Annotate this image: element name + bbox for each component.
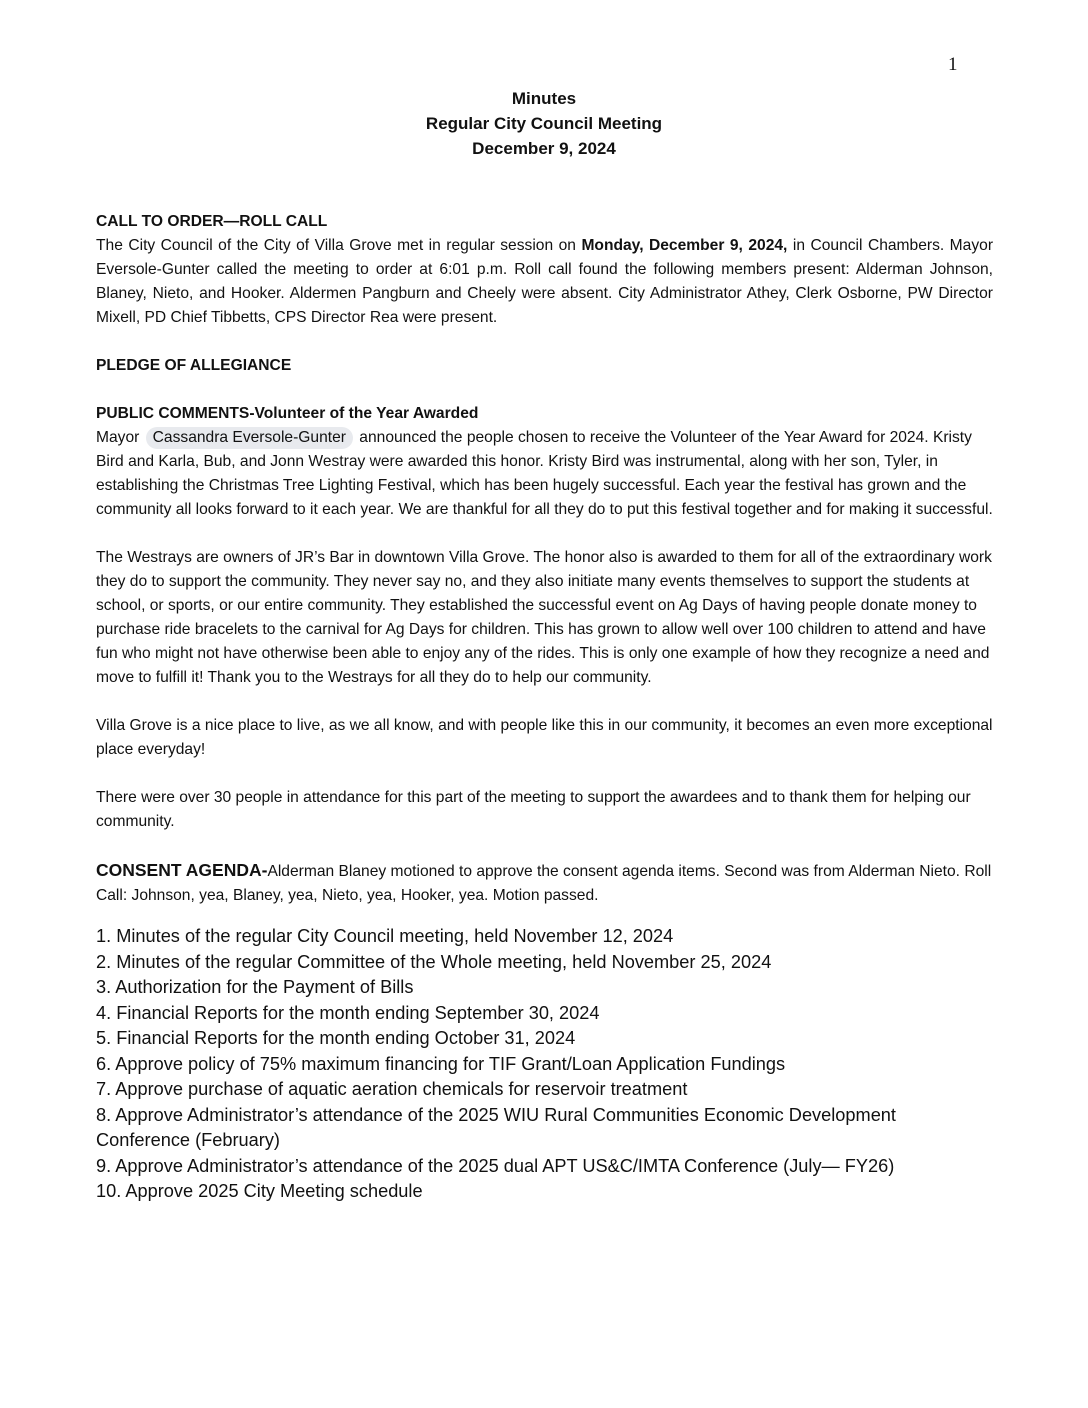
call-to-order-paragraph (96, 234, 993, 330)
call-to-order-date: Monday, December 9, 2024, (581, 237, 788, 254)
public-comments-paragraph-1 (96, 426, 993, 522)
section-consent-agenda (96, 858, 993, 1205)
public-comments-paragraph-4: There were over 30 people in attendance for this part of the meeting to support the awardees and to thank them for helping our community. (96, 789, 971, 830)
call-to-order-text-after: in Council Chambers. Mayor Eversole-Gunter called the meeting to order at 6:01 p.m. Roll call found the following members present: Alderman Johnson, Blaney, Nieto, and Hooker. Aldermen Pangburn and Cheely were absent. City Administrator Athey, Clerk Osborne, PW Director Mixell, PD Chief Tibbetts, CPS Director Rea were present. (96, 237, 994, 326)
section-public-comments (96, 402, 993, 834)
document-title (0, 86, 1088, 161)
consent-agenda-text: Alderman Blaney motioned to approve the consent agenda items. Second was from Alderman Nieto. Roll Call: Johnson, yea, Blaney, yea, Nieto, yea, Hooker, yea. Motion passed. (96, 863, 992, 904)
consent-agenda-list (96, 924, 993, 1205)
title-line-meeting-type: Regular City Council Meeting (425, 114, 663, 133)
pledge-heading: PLEDGE OF ALLEGIANCE (96, 357, 292, 374)
consent-agenda-heading: CONSENT AGENDA- (96, 860, 268, 880)
person-mention-chip[interactable]: Cassandra Eversole-Gunter (146, 427, 353, 449)
list-item: 3. Authorization for the Payment of Bills (96, 977, 414, 997)
mayor-prefix: Mayor (96, 429, 140, 446)
list-item: 4. Financial Reports for the month ending September 30, 2024 (96, 1002, 600, 1023)
public-comments-paragraph-3: Villa Grove is a nice place to live, as we all know, and with people like this in our community, it becomes an even more exceptional place everyday! (96, 717, 993, 758)
list-item: 2. Minutes of the regular Committee of the Whole meeting, held November 25, 2024 (96, 951, 772, 972)
list-item: 6. Approve policy of 75% maximum financing for TIF Grant/Loan Application Fundings (96, 1053, 786, 1074)
document-body (96, 210, 993, 1205)
section-pledge (96, 354, 993, 378)
list-item: 9. Approve Administrator’s attendance of the 2025 dual APT US&C/IMTA Conference (July— FY26) (96, 1155, 895, 1176)
call-to-order-heading: CALL TO ORDER—ROLL CALL (96, 213, 328, 230)
public-comments-paragraph-2: The Westrays are owners of JR’s Bar in downtown Villa Grove. The honor also is awarded to them for all of the extraordinary work they do to support the community. They never say no, and they also initiate many events themselves to support the students at school, or sports, or our entire community. They established the successful event on Ag Days of having people donate money to purchase ride bracelets to the carnival for Ag Days for children. This has grown to allow well over 100 children to attend and have fun who might not have otherwise been able to enjoy any of the rides. This is only one example of how they recognize a need and move to fulfill it! Thank you to the Westrays for all they do to help our community. (96, 549, 992, 686)
page-number: 1 (948, 54, 958, 75)
title-line-date: December 9, 2024 (472, 139, 616, 158)
list-item: 10. Approve 2025 City Meeting schedule (96, 1181, 423, 1201)
call-to-order-text-before: The City Council of the City of Villa Grove met in regular session on (96, 237, 582, 254)
list-item: 8. Approve Administrator’s attendance of the 2025 WIU Rural Communities Economic Development Conference (February) (96, 1104, 896, 1150)
section-call-to-order (96, 210, 993, 330)
public-comments-heading: PUBLIC COMMENTS-Volunteer of the Year Awarded (96, 405, 479, 422)
list-item: 1. Minutes of the regular City Council meeting, held November 12, 2024 (96, 926, 674, 946)
consent-agenda-paragraph (96, 858, 993, 908)
public-comments-paragraph-1-text: announced the people chosen to receive the Volunteer of the Year Award for 2024. Kristy Bird and Karla, Bub, and Jonn Westray were awarded this honor. Kristy Bird was instrumental, along with her son, Tyler, in establishing the Christmas Tree Lighting Festival, which has been hugely successful. Each year the festival has grown and the community all looks forward to it each year. We are thankful for all they do to put this festival together and for making it successful. (96, 429, 993, 518)
list-item: 5. Financial Reports for the month ending October 31, 2024 (96, 1028, 576, 1048)
list-item: 7. Approve purchase of aquatic aeration chemicals for reservoir treatment (96, 1079, 688, 1099)
title-line-minutes: Minutes (511, 89, 577, 108)
